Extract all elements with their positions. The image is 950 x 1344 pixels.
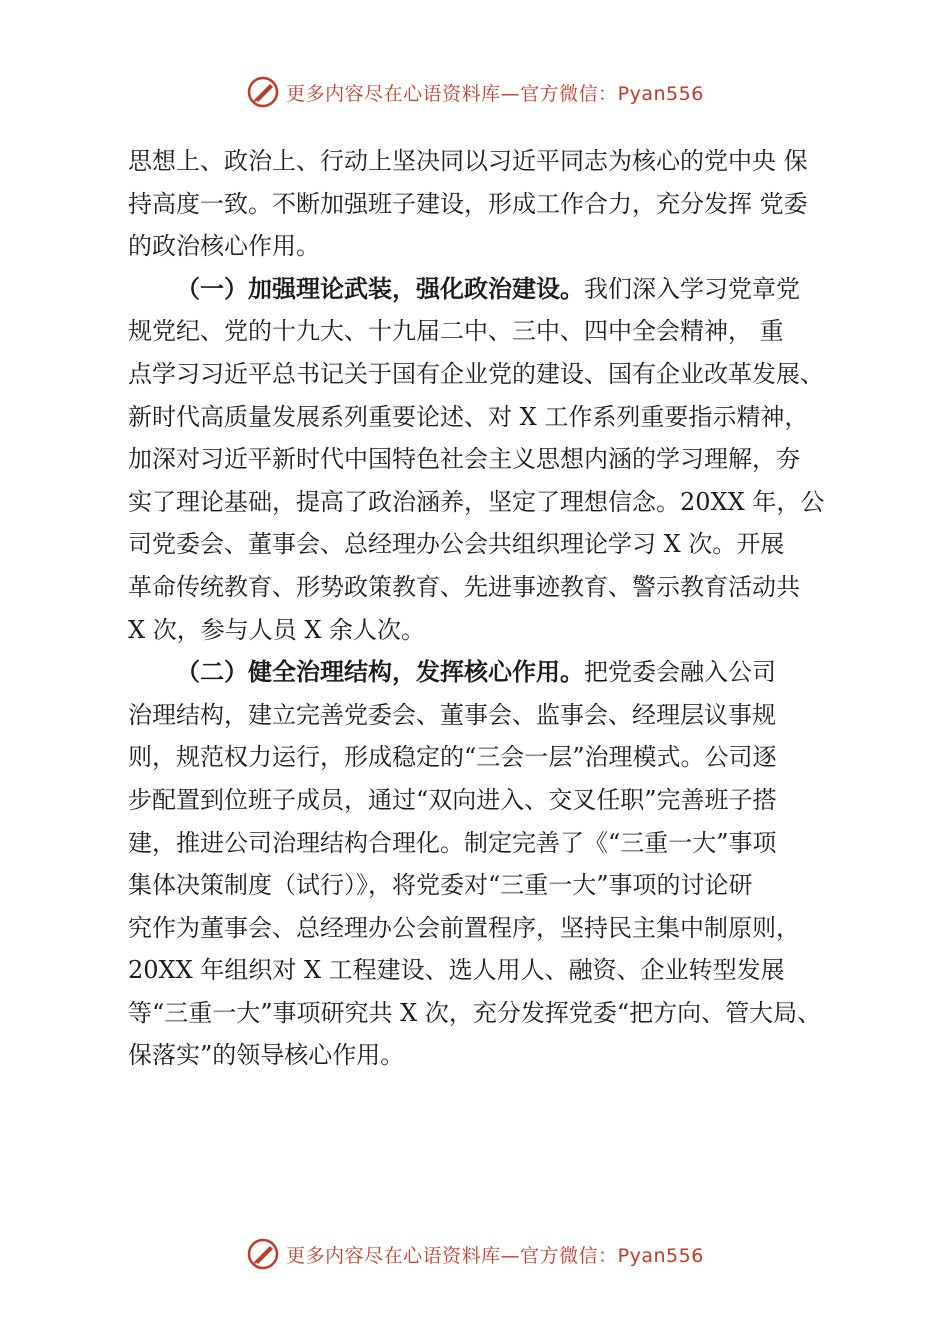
- text-line: X 次，参与人员 X 余人次。: [128, 615, 426, 644]
- text-line: 步配置到位班子成员，通过“双向进入、交叉任职”完善班子搭: [128, 785, 777, 814]
- pen-circle-logo-icon: [246, 1237, 280, 1271]
- text-line: 究作为董事会、总经理办公会前置程序，坚持民主集中制原则，: [128, 913, 800, 942]
- text-line: 规党纪、党的十九大、十九届二中、三中、四中全会精神， 重: [128, 317, 784, 346]
- text-line: 治理结构，建立完善党委会、董事会、监事会、经理层议事规: [128, 700, 776, 729]
- paragraph-first-line: [128, 268, 848, 311]
- text-span: 把党委会融入公司: [584, 658, 776, 687]
- section-heading: （二）健全治理结构，发挥核心作用。: [176, 657, 584, 687]
- header-banner-text: 更多内容尽在心语资料库—官方微信：Pyan556: [286, 82, 704, 105]
- text-line: 的政治核心作用。: [128, 232, 320, 261]
- text-line: 建，推进公司治理结构合理化。制定完善了《“三重一大”事项: [128, 828, 777, 857]
- text-line: 保落实”的领导核心作用。: [128, 1041, 405, 1070]
- footer-banner: [0, 1232, 950, 1276]
- text-line: 实了理论基础，提高了政治涵养，坚定了理想信念。20XX 年，公: [128, 487, 825, 516]
- text-line: 革命传统教育、形势政策教育、先进事迹教育、警示教育活动共: [128, 572, 800, 601]
- footer-banner-text: 更多内容尽在心语资料库—官方微信：Pyan556: [286, 1244, 704, 1267]
- text-line: 加深对习近平新时代中国特色社会主义思想内涵的学习理解，夯: [128, 445, 800, 474]
- pen-circle-logo-icon: [246, 75, 280, 109]
- text-line: 集体决策制度（试行）》，将党委对“三重一大”事项的讨论研: [128, 871, 753, 900]
- text-line: 持高度一致。不断加强班子建设，形成工作合力，充分发挥 党委: [128, 189, 808, 218]
- text-line: 等“三重一大”事项研究共 X 次，充分发挥党委“把方向、管大局、: [128, 998, 822, 1027]
- header-banner: [0, 70, 950, 114]
- text-line: 新时代高质量发展系列重要论述、对 X 工作系列重要指示精神，: [128, 402, 809, 431]
- text-line: 20XX 年组织对 X 工程建设、选人用人、融资、企业转型发展: [128, 956, 785, 985]
- text-line: 则，规范权力运行，形成稳定的“三会一层”治理模式。公司逐: [128, 743, 777, 772]
- text-line: 司党委会、董事会、总经理办公会共组织理论学习 X 次。开展: [128, 530, 785, 559]
- paragraph-first-line: [128, 651, 848, 694]
- section-heading: （一）加强理论武装，强化政治建设。: [176, 273, 584, 303]
- document-body: [128, 140, 848, 1077]
- text-span: 我们深入学习党章党: [584, 274, 800, 303]
- text-line: 思想上、政治上、行动上坚决同以习近平同志为核心的党中央 保: [128, 147, 808, 175]
- text-line: 点学习习近平总书记关于国有企业党的建设、国有企业改革发展、: [128, 359, 824, 388]
